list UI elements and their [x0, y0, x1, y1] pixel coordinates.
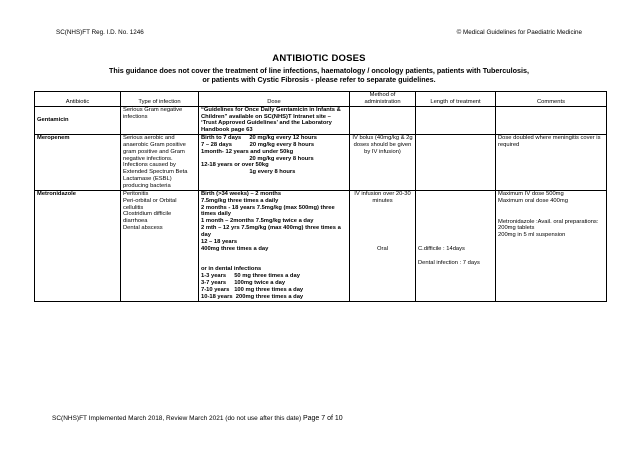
table-header-row: [35, 92, 607, 107]
length-text: [416, 106, 496, 134]
dose-cell: [199, 190, 350, 301]
dose-text: Birth to 7 days 20 mg/kg every 12 hours 7 – 28 days 20 mg/kg every 8 hours 1month- 12 years and under 50kg 20 mg/kg every 8 hours 12-18 years or over 50kg 1g every 8 hours: [199, 135, 350, 191]
dose-text-general: Birth (>34 weeks) – 2 months 7.5mg/kg three times a daily 2 months - 18 years 7.5mg/kg (max 500mg) three times daily 1 month – 2months 7.5mg/kg twice a day 2 mth – 12 yrs 7.5mg/kg (max 400mg) three times a day 12 – 18 years 400mg three times a day: [201, 190, 341, 252]
col-header-method: Method of administration: [350, 92, 416, 107]
method-text: IV bolus (40mg/kg & 2g doses should be given by IV infusion): [350, 135, 416, 191]
comments-text-preparations: Metronidazole :Avail. oral preparations: 200mg tablets 200mg in 5 ml suspension: [498, 218, 599, 239]
antibiotic-name: Meropenem: [35, 135, 121, 191]
comments-text: [496, 106, 607, 134]
col-header-length: Length of treatment: [416, 92, 496, 107]
dose-text-dental: or in dental infections 1-3 years 50 mg three times a day 3-7 years 100mg twice a day 7-10 years 100 mg three times a day 10-18 years 200mg three times a day: [201, 266, 304, 300]
length-cell: [416, 190, 496, 301]
antibiotic-name: Gentamicin: [35, 106, 121, 134]
infection-type: Peritonitis Peri-orbital or Orbital cellulitis Clostridium difficile diarrhoea Dental abscess: [121, 190, 199, 301]
table-row: [35, 190, 607, 301]
antibiotic-table: [34, 91, 607, 302]
table-row: [35, 135, 607, 191]
page-title: ANTIBIOTIC DOSES: [272, 53, 366, 64]
method-text-iv: IV infusion over 20-30 minutes: [354, 190, 411, 204]
comments-text: Dose doubled where meningitis cover is required: [496, 135, 607, 191]
col-header-antibiotic: Antibiotic: [35, 92, 121, 107]
guidance-note: [0, 66, 638, 84]
dose-text: “Guidelines for Once Daily Gentamicin in Infants & Children” available on SC(NHS)T Intranet site – ‘Trust Approved Guidelines’ and the Laboratory Handbook page 63: [199, 106, 350, 134]
length-text: [416, 135, 496, 191]
header-guideline-title: © Medical Guidelines for Paediatric Medicine: [456, 29, 582, 36]
infection-type: Serious Gram negative infections: [121, 106, 199, 134]
table-row: [35, 106, 607, 134]
col-header-infection: Type of infection: [121, 92, 199, 107]
col-header-dose: Dose: [199, 92, 350, 107]
footer-implementation-text: SC(NHS)FT Implemented March 2018, Review March 2021 (do not use after this date): [52, 415, 302, 422]
antibiotic-name: Metronidazole: [35, 190, 121, 301]
page-number: Page 7 of 10: [302, 415, 343, 422]
comments-text-max-dose: Maximum IV dose 500mg Maximum oral dose 400mg: [498, 190, 568, 204]
header-reg-id: SC(NHS)FT Reg. I.D. No. 1246: [56, 29, 144, 36]
method-text-oral: Oral: [377, 245, 388, 252]
method-cell: [350, 190, 416, 301]
length-text-dental: Dental infection : 7 days: [418, 259, 480, 266]
method-text: [350, 106, 416, 134]
col-header-comments: Comments: [496, 92, 607, 107]
length-text-cdiff: C.difficile : 14days: [418, 245, 465, 252]
page-footer: [52, 415, 343, 422]
guidance-note-line-1: This guidance does not cover the treatment of line infections, haematology / oncology patients, patients with Tuberculosis,: [109, 66, 529, 75]
guidance-note-line-2: or patients with Cystic Fibrosis - please refer to separate guidelines.: [202, 75, 436, 84]
infection-type: Serious aerobic and anaerobic Gram positive gram positive and Gram negative infections. Infections caused by Extended Spectrum Beta Lactamase (ESBL) producing bacteria: [121, 135, 199, 191]
comments-cell: [496, 190, 607, 301]
